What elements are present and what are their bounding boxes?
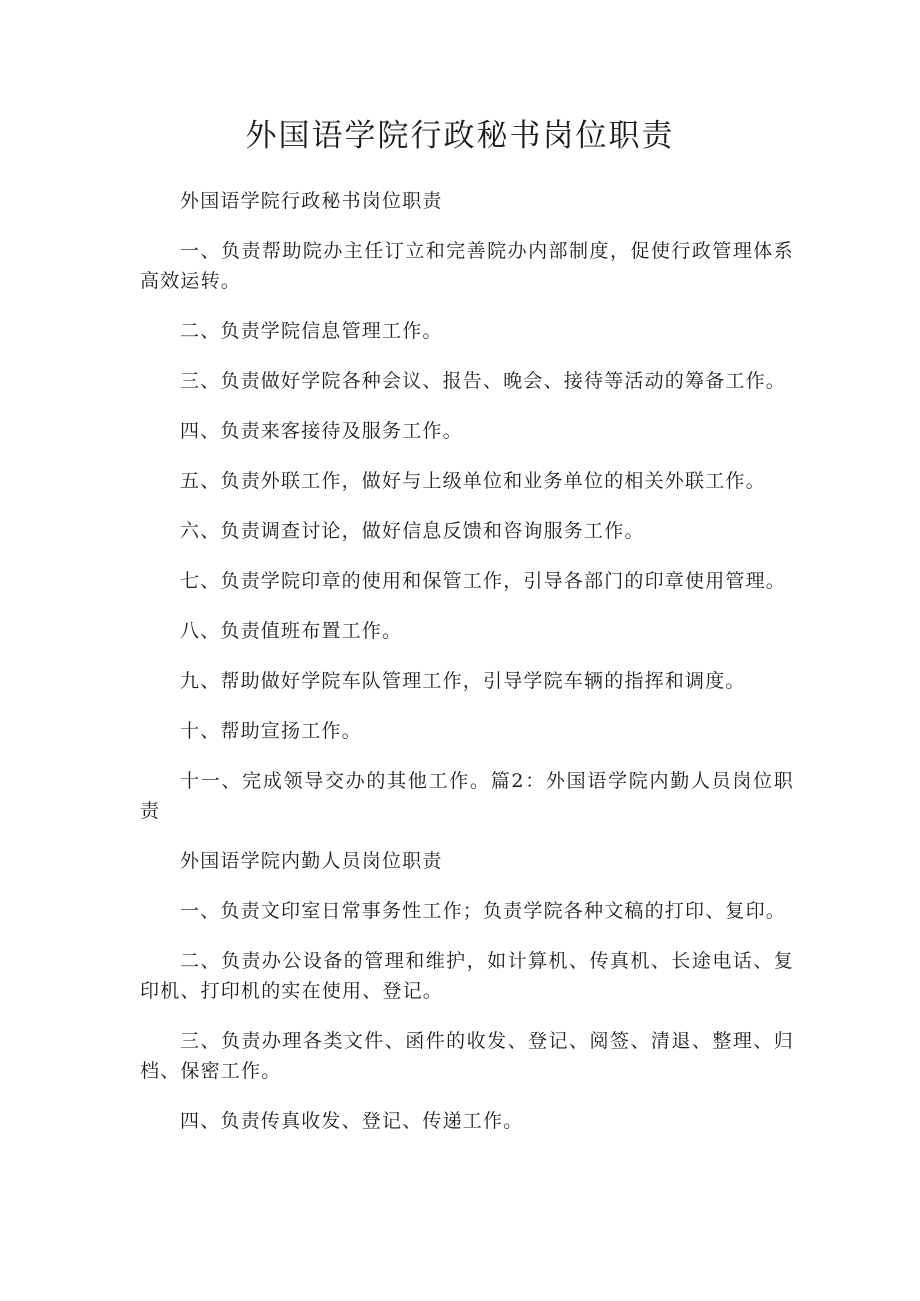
paragraph: 四、负责传真收发、登记、传递工作。 <box>180 1110 524 1132</box>
paragraph: 十、帮助宣扬工作。 <box>180 720 362 742</box>
paragraph: 九、帮助做好学院车队管理工作，引导学院车辆的指挥和调度。 <box>180 670 746 692</box>
paragraph: 五、负责外联工作，做好与上级单位和业务单位的相关外联工作。 <box>180 470 766 492</box>
paragraph: 三、负责办理各类文件、函件的收发、登记、阅签、清退、整理、归档、保密工作。 <box>140 1030 794 1082</box>
paragraph: 八、负责值班布置工作。 <box>180 620 403 642</box>
paragraph: 外国语学院内勤人员岗位职责 <box>180 850 443 872</box>
paragraph: 十一、完成领导交办的其他工作。篇2：外国语学院内勤人员岗位职责 <box>140 770 794 822</box>
paragraph: 六、负责调查讨论，做好信息反馈和咨询服务工作。 <box>180 520 645 542</box>
document-body <box>140 186 794 1156</box>
paragraph: 一、负责帮助院办主任订立和完善院办内部制度，促使行政管理体系高效运转。 <box>140 240 794 292</box>
paragraph: 二、负责学院信息管理工作。 <box>180 320 443 342</box>
paragraph: 二、负责办公设备的管理和维护，如计算机、传真机、长途电话、复印机、打印机的实在使用、登记。 <box>140 950 794 1002</box>
paragraph: 七、负责学院印章的使用和保管工作，引导各部门的印章使用管理。 <box>180 570 787 592</box>
document-title: 外国语学院行政秘书岗位职责 <box>245 118 675 154</box>
paragraph: 三、负责做好学院各种会议、报告、晚会、接待等活动的筹备工作。 <box>180 370 787 392</box>
paragraph: 一、负责文印室日常事务性工作；负责学院各种文稿的打印、复印。 <box>180 900 787 922</box>
paragraph: 外国语学院行政秘书岗位职责 <box>180 190 443 212</box>
paragraph: 四、负责来客接待及服务工作。 <box>180 420 463 442</box>
